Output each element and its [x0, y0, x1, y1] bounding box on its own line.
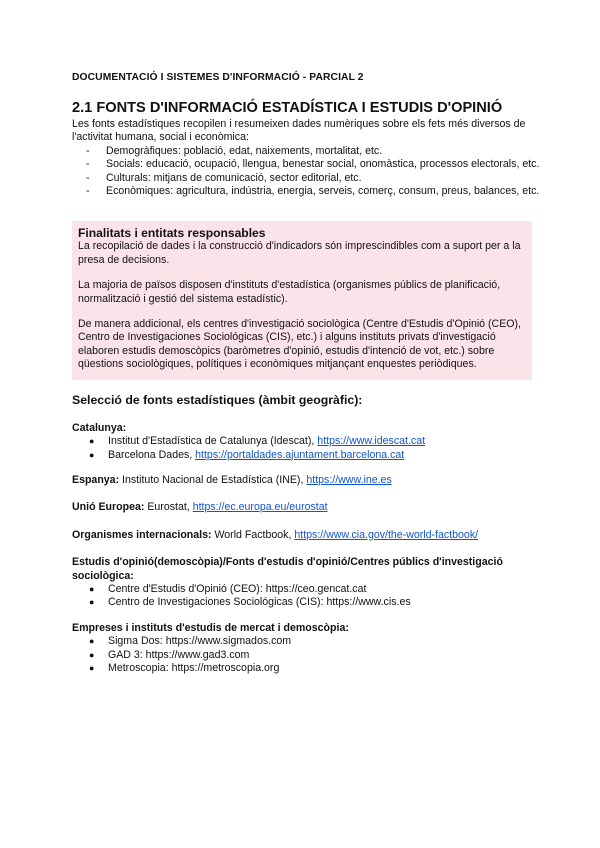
- espanya-text: Instituto Nacional de Estadística (INE),: [119, 473, 307, 486]
- list-item-text: GAD 3: https://www.gad3.com: [108, 648, 250, 661]
- bullet-icon: ●: [89, 662, 95, 673]
- intro-paragraph: Les fonts estadístiques recopilen i resumeixen dades numèriques sobre els fets més diversos de l'activitat humana, social i econòmica:: [72, 118, 526, 144]
- europa-line: [72, 501, 540, 514]
- list-item: [86, 158, 540, 171]
- catalunya-section: [72, 422, 540, 462]
- bullet-icon: ●: [89, 449, 95, 460]
- europa-label: Unió Europea:: [72, 501, 145, 514]
- list-item: [86, 635, 540, 648]
- empreses-section: [72, 622, 540, 676]
- list-item: [86, 185, 540, 198]
- internacionals-text: World Factbook,: [211, 528, 295, 541]
- list-item: [86, 435, 540, 448]
- list-item-text: Socials: educació, ocupació, llengua, benestar social, onomàstica, processos electorals, etc.: [106, 158, 540, 171]
- espanya-line: [72, 474, 540, 487]
- box-title: Finalitats i entitats responsables: [78, 226, 266, 241]
- box-paragraph: La recopilació de dades i la construcció d'indicadors són imprescindibles com a suport per a la presa de decisions.: [78, 240, 521, 266]
- ine-link[interactable]: https://www.ine.es: [306, 473, 392, 486]
- catalunya-list: [72, 435, 540, 462]
- list-item: [86, 172, 540, 185]
- box-paragraph: La majoria de països disposen d'instituts d'estadística (organismes públics de planificació, normalització i gestió del sistema estadístic).: [78, 279, 501, 305]
- categories-list: [72, 145, 540, 199]
- opinio-list: [72, 583, 540, 610]
- list-item-text: Sigma Dos: https://www.sigmados.com: [108, 635, 292, 648]
- list-item-text: Culturals: mitjans de comunicació, sector editorial, etc.: [106, 171, 362, 184]
- list-item: [86, 649, 540, 662]
- opinio-section: [72, 556, 540, 610]
- list-item-text: Econòmiques: agricultura, indústria, energia, serveis, comerç, consum, preus, balances, etc.: [106, 185, 540, 198]
- list-item: [86, 449, 540, 462]
- europa-text: Eurostat,: [144, 501, 193, 514]
- list-item-text: Demogràfiques: població, edat, naixements, mortalitat, etc.: [106, 144, 383, 157]
- document-header: DOCUMENTACIÓ I SISTEMES D'INFORMACIÓ - PARCIAL 2: [72, 72, 364, 83]
- list-item: [86, 583, 540, 596]
- dash-mark: -: [86, 185, 90, 198]
- barcelona-dades-link[interactable]: https://portaldades.ajuntament.barcelona.cat: [195, 448, 405, 461]
- idescat-link[interactable]: https://www.idescat.cat: [317, 435, 426, 448]
- box-paragraph: De manera addicional, els centres d'investigació sociològica (Centre d'Estudis d'Opinió (CEO), Centro de Investigaciones Sociológicas (CIS), etc.) i alguns instituts privats d'investigació elaboren estudis demoscòpics (baròmetres d'opinió, estudis d'intenció de vot, etc.) sobre qüestions sociològiques, polítiques i econòmiques mitjançant enquestes periòdiques.: [78, 318, 521, 371]
- list-item-text: Centro de Investigaciones Sociológicas (CIS): https://www.cis.es: [108, 596, 411, 609]
- internacionals-label: Organismes internacionals:: [72, 528, 212, 541]
- list-item-text: Metroscopia: https://metroscopia.org: [108, 661, 280, 674]
- bullet-icon: ●: [89, 649, 95, 660]
- dash-mark: -: [86, 158, 90, 171]
- list-item-text: Centre d'Estudis d'Opinió (CEO): https://ceo.gencat.cat: [108, 582, 367, 595]
- highlight-box: [72, 221, 532, 379]
- section-heading: 2.1 FONTS D'INFORMACIÓ ESTADÍSTICA I ESTUDIS D'OPINIÓ: [72, 100, 503, 116]
- list-item: [86, 596, 540, 609]
- dash-mark: -: [86, 144, 90, 157]
- bullet-icon: ●: [89, 597, 95, 608]
- eurostat-link[interactable]: https://ec.europa.eu/eurostat: [192, 501, 328, 514]
- list-item-text: Barcelona Dades,: [108, 448, 196, 461]
- empreses-label: Empreses i instituts d'estudis de mercat i demoscòpia:: [72, 621, 349, 634]
- empreses-list: [72, 635, 540, 675]
- opinio-label: Estudis d'opinió(demoscòpia)/Fonts d'estudis d'opinió/Centres públics d'investigació sociològica:: [72, 556, 503, 582]
- bullet-icon: ●: [89, 436, 95, 447]
- factbook-link[interactable]: https://www.cia.gov/the-world-factbook/: [294, 528, 479, 541]
- espanya-label: Espanya:: [72, 473, 120, 486]
- list-item: [86, 662, 540, 675]
- list-item: [86, 145, 540, 158]
- selection-heading: Selecció de fonts estadístiques (àmbit geogràfic):: [72, 392, 363, 407]
- list-item-text: Institut d'Estadística de Catalunya (Idescat),: [108, 435, 318, 448]
- dash-mark: -: [86, 171, 90, 184]
- bullet-icon: ●: [89, 636, 95, 647]
- catalunya-label: Catalunya:: [72, 421, 127, 434]
- internacionals-line: [72, 529, 540, 542]
- bullet-icon: ●: [89, 583, 95, 594]
